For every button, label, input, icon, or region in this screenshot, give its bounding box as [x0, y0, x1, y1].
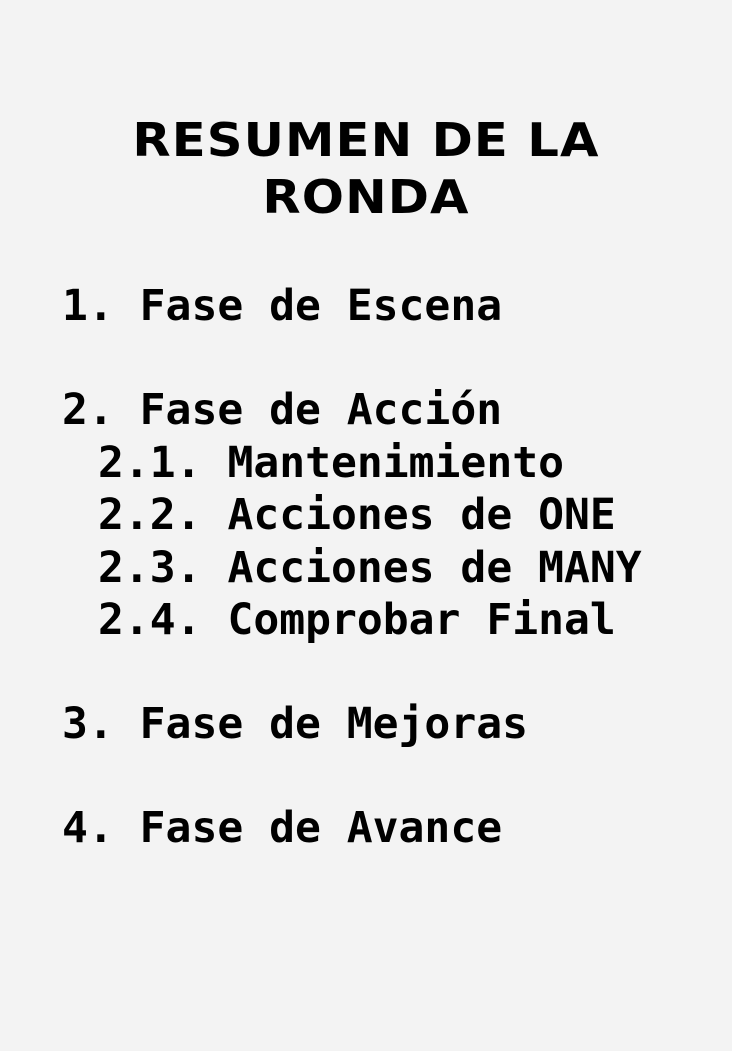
substep-2-4: 2.4. Comprobar Final: [98, 595, 616, 645]
step-4: 4. Fase de Avance: [62, 803, 503, 853]
page-title: [0, 112, 732, 226]
step-3: 3. Fase de Mejoras: [62, 699, 528, 749]
substep-2-2: 2.2. Acciones de ONE: [98, 490, 616, 540]
substep-2-1: 2.1. Mantenimiento: [98, 438, 564, 488]
title-line-2: RONDA: [262, 170, 470, 224]
step-1: 1. Fase de Escena: [62, 281, 503, 331]
title-line-1: RESUMEN DE LA: [132, 113, 600, 167]
step-2: 2. Fase de Acción: [62, 385, 503, 435]
substep-2-3: 2.3. Acciones de MANY: [98, 543, 642, 593]
